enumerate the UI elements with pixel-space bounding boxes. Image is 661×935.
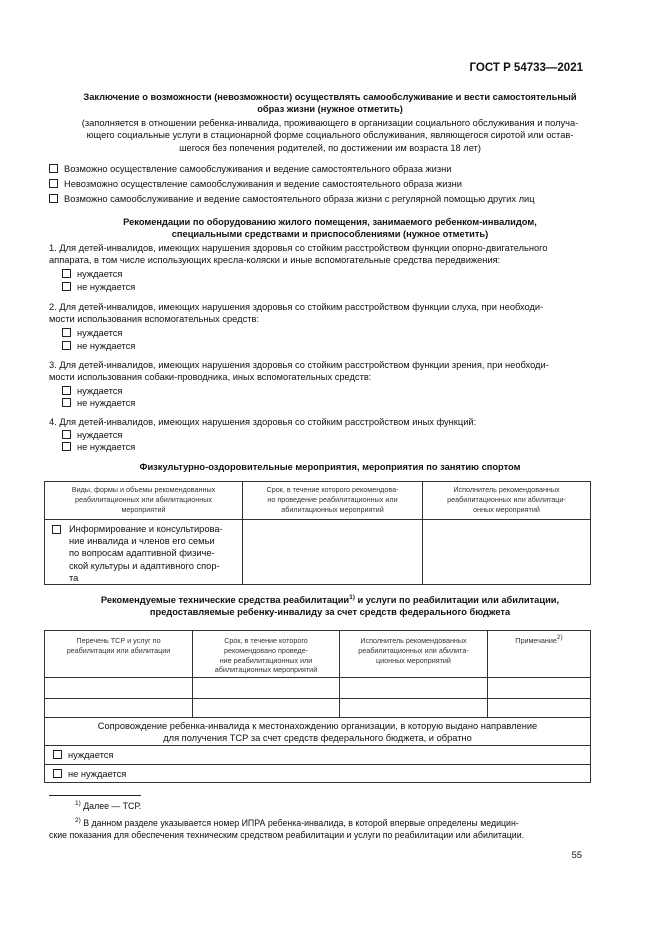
conclusion-note-line2: ющего социальные услуги в стационарной форме социального обслуживания, являющегося сиротой или остав- xyxy=(86,130,574,141)
footnote-2-line1 xyxy=(49,818,591,830)
sport-table xyxy=(44,481,591,585)
tsr-escort-cell xyxy=(45,718,591,746)
header-line: мероприятий xyxy=(121,504,166,514)
housing-item-1 xyxy=(49,242,589,266)
header-line: Исполнитель рекомендованных xyxy=(453,485,560,494)
sport-item-text xyxy=(69,523,242,584)
option-label: Возможно самообслуживание и ведение самостоятельного образа жизни с регулярной помощью других лиц xyxy=(64,194,535,204)
conclusion-option-1 xyxy=(49,163,589,175)
housing-3-no-needs xyxy=(62,397,135,409)
tsr-cell[interactable] xyxy=(340,699,488,718)
checkbox[interactable] xyxy=(53,750,62,759)
option-label: нуждается xyxy=(77,430,123,440)
housing-item-1-line2: аппарата, в том числе использующих кресла-коляски и иные вспомогательные средства передвижения: xyxy=(49,255,501,266)
tsr-cell[interactable] xyxy=(488,678,591,699)
tsr-escort-row xyxy=(45,718,591,746)
conclusion-title-line2: образ жизни (нужное отметить) xyxy=(257,104,403,115)
sport-executor-cell[interactable] xyxy=(423,520,591,585)
checkbox[interactable] xyxy=(49,194,58,203)
footnote-mark: 1) xyxy=(75,800,81,807)
conclusion-title xyxy=(40,91,620,115)
title-part: Рекомендуемые технические средства реабилитации xyxy=(100,595,350,605)
housing-title-line2: специальными средствами и приспособлениями (нужное отметить) xyxy=(171,229,489,240)
header-line: реабилитационных или абилитаци- xyxy=(447,494,566,504)
tsr-table xyxy=(44,630,591,783)
header-line: реабилитационных или абилитационных xyxy=(75,494,212,504)
checkbox[interactable] xyxy=(62,282,71,291)
header-line: онных мероприятий xyxy=(473,504,540,514)
tsr-table-header xyxy=(45,631,591,678)
header-line: абилитационных мероприятий xyxy=(281,504,384,514)
tsr-needs-row xyxy=(45,746,591,765)
checkbox[interactable] xyxy=(62,269,71,278)
tsr-cell[interactable] xyxy=(193,699,340,718)
housing-1-no-needs xyxy=(62,281,135,293)
header-line: Перечень ТСР и услуг по xyxy=(76,636,161,645)
housing-item-4-line1: 4. Для детей-инвалидов, имеющих нарушения здоровья со стойким расстройством иных функций: xyxy=(49,417,477,427)
housing-4-needs xyxy=(62,429,122,441)
item-line: по вопросам адаптивной физиче- xyxy=(69,548,215,559)
housing-title xyxy=(40,216,620,240)
option-label: не нуждается xyxy=(77,282,136,292)
tsr-needs-cell xyxy=(45,746,591,765)
option-label: нуждается xyxy=(77,269,123,279)
housing-item-1-line1: 1. Для детей-инвалидов, имеющих нарушения здоровья со стойким расстройством функции опорно-двигательного xyxy=(49,243,548,253)
tsr-cell[interactable] xyxy=(45,678,193,699)
housing-1-needs xyxy=(62,268,122,280)
header-line: Примечание xyxy=(515,636,557,645)
escort-line: для получения ТСР за счет средств федерального бюджета, и обратно xyxy=(163,733,472,744)
sport-table-row xyxy=(45,520,591,585)
tsr-no-needs-row xyxy=(45,765,591,783)
title-part: и услуги по реабилитации или абилитации, xyxy=(354,595,560,605)
housing-title-line1: Рекомендации по оборудованию жилого помещения, занимаемого ребенком-инвалидом, xyxy=(123,217,537,227)
tsr-col-list xyxy=(45,631,193,678)
header-line: но проведение реабилитационных или xyxy=(267,494,398,504)
housing-item-2-line1: 2. Для детей-инвалидов, имеющих нарушения здоровья со стойким расстройством функции слуха, при необходи- xyxy=(49,302,544,312)
item-line: Информирование и консультирова- xyxy=(69,524,223,534)
item-line: ние инвалида и членов его семьи xyxy=(69,536,215,547)
tsr-col-note xyxy=(488,631,591,678)
header-line: реабилитации или абилитации xyxy=(66,645,171,655)
page-number: 55 xyxy=(571,850,582,860)
footnote-2-line2: ские показания для обеспечения техническим средством реабилитации и услуги по реабилитации или абилитации. xyxy=(49,829,525,840)
housing-item-2 xyxy=(49,301,589,325)
checkbox[interactable] xyxy=(62,341,71,350)
footnote-2 xyxy=(49,818,591,841)
tsr-title-line2: предоставляемые ребенку-инвалиду за счет средств федерального бюджета xyxy=(149,607,511,618)
checkbox[interactable] xyxy=(62,442,71,451)
housing-item-2-line2: мости использования вспомогательных средств: xyxy=(49,314,260,325)
item-line: та xyxy=(69,572,79,583)
header-line: рекомендовано проведе- xyxy=(223,645,309,655)
header-line: Исполнитель рекомендованных xyxy=(360,636,467,645)
checkbox[interactable] xyxy=(62,328,71,337)
header-line: Срок, в течение которого xyxy=(224,636,308,645)
option-label: нуждается xyxy=(77,328,123,338)
conclusion-option-3 xyxy=(49,193,589,205)
housing-item-4 xyxy=(49,416,589,428)
tsr-table-row xyxy=(45,699,591,718)
tsr-col-term xyxy=(193,631,340,678)
header-line: ционных мероприятий xyxy=(376,655,451,665)
header-line: Срок, в течение которого рекомендова- xyxy=(266,485,399,494)
option-label: не нуждается xyxy=(68,769,127,779)
tsr-table-row xyxy=(45,678,591,699)
tsr-title-line1 xyxy=(40,594,620,606)
standard-number: ГОСТ Р 54733—2021 xyxy=(469,62,583,74)
housing-2-needs xyxy=(62,327,122,339)
footnote-text: В данном разделе указывается номер ИПРА ребенка-инвалида, в которой впервые определены медицин- xyxy=(80,818,519,828)
checkbox[interactable] xyxy=(49,179,58,188)
checkbox[interactable] xyxy=(62,430,71,439)
conclusion-note-line1: (заполняется в отношении ребенка-инвалида, проживающего в организации социального обслуживания и получа- xyxy=(81,118,579,128)
sport-title: Физкультурно-оздоровительные мероприятия, мероприятия по занятию спортом xyxy=(139,462,521,472)
sport-item-cell xyxy=(45,520,243,585)
tsr-cell[interactable] xyxy=(193,678,340,699)
header-line: реабилитационных или абилита- xyxy=(358,645,469,655)
footnote-1 xyxy=(75,801,141,813)
option-label: не нуждается xyxy=(77,341,136,351)
checkbox[interactable] xyxy=(62,386,71,395)
sport-term-cell[interactable] xyxy=(243,520,423,585)
housing-item-3-line2: мости использования собаки-проводника, иных вспомогательных средств: xyxy=(49,372,372,383)
sport-col-forms xyxy=(45,482,243,520)
footnote-mark: 2) xyxy=(75,817,81,824)
option-label: нуждается xyxy=(68,750,114,760)
housing-2-no-needs xyxy=(62,340,135,352)
sport-col-term xyxy=(243,482,423,520)
checkbox[interactable] xyxy=(52,525,61,534)
footnote-ref: 2) xyxy=(556,634,563,641)
sport-table-header xyxy=(45,482,591,520)
tsr-cell[interactable] xyxy=(340,678,488,699)
header-line: абилитационных мероприятий xyxy=(214,665,318,675)
housing-4-no-needs xyxy=(62,441,135,453)
tsr-col-executor xyxy=(340,631,488,678)
footnote-text: Далее — ТСР. xyxy=(80,801,142,811)
housing-item-3 xyxy=(49,359,589,383)
option-label: нуждается xyxy=(77,386,123,396)
option-label: не нуждается xyxy=(77,398,136,408)
option-label: не нуждается xyxy=(77,442,136,452)
conclusion-note-line3: шегося без попечения родителей, по достижении им возраста 18 лет) xyxy=(179,142,481,153)
checkbox[interactable] xyxy=(53,769,62,778)
item-line: ской культуры и адаптивного спор- xyxy=(69,560,220,571)
header-line: Виды, формы и объемы рекомендованных xyxy=(71,485,216,494)
tsr-cell[interactable] xyxy=(488,699,591,718)
option-label: Невозможно осуществление самообслуживания и ведение самостоятельного образа жизни xyxy=(64,179,462,189)
footnote-divider xyxy=(49,795,141,796)
tsr-cell[interactable] xyxy=(45,699,193,718)
escort-line: Сопровождение ребенка-инвалида к местонахождению организации, в которую выдано направление xyxy=(97,721,538,731)
housing-item-3-line1: 3. Для детей-инвалидов, имеющих нарушения здоровья со стойким расстройством функции зрения, при необходи- xyxy=(49,360,549,370)
conclusion-note xyxy=(40,117,620,154)
housing-3-needs xyxy=(62,385,122,397)
tsr-title xyxy=(40,594,620,618)
footnote-ref: 1) xyxy=(349,594,355,601)
conclusion-title-line1: Заключение о возможности (невозможности) осуществлять самообслуживание и вести самостоятельный xyxy=(83,92,577,102)
header-line: ние реабилитационных или xyxy=(219,655,313,665)
checkbox[interactable] xyxy=(62,398,71,407)
option-label: Возможно осуществление самообслуживания и ведение самостоятельного образа жизни xyxy=(64,164,452,174)
checkbox[interactable] xyxy=(49,164,58,173)
sport-col-executor xyxy=(423,482,591,520)
tsr-no-needs-cell xyxy=(45,765,591,783)
conclusion-option-2 xyxy=(49,178,589,190)
